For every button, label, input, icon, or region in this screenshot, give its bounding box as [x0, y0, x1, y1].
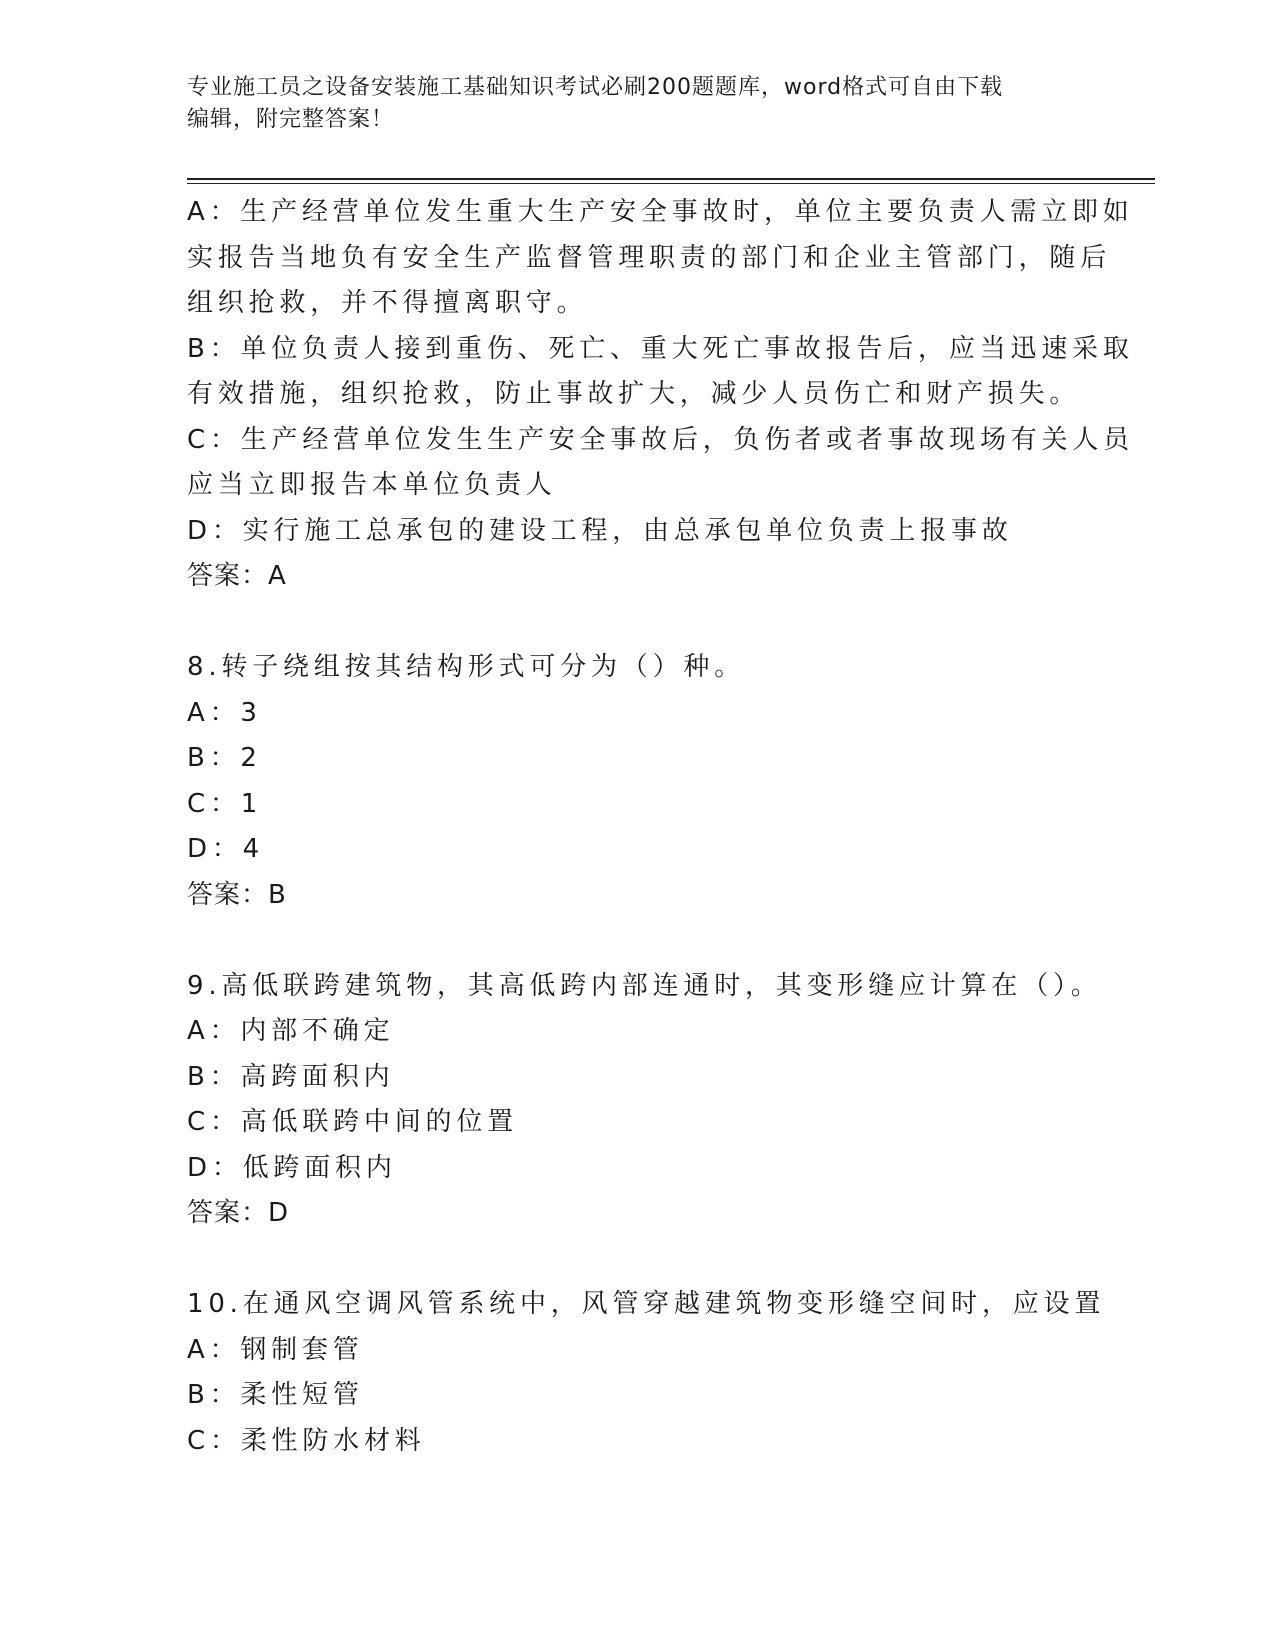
q10-question: 10.在通风空调风管系统中，风管穿越建筑物变形缝空间时，应设置: [187, 1289, 1106, 1319]
spacer: [187, 1237, 1087, 1283]
q9-option-a: A：内部不确定: [187, 1016, 395, 1046]
q8-option-d: D：4: [187, 834, 264, 864]
question-8: [187, 645, 1087, 918]
q10-option-b: B：柔性短管: [187, 1380, 364, 1410]
q7-option-b-line-2: 有效措施，组织抢救，防止事故扩大，减少人员伤亡和财产损失。: [187, 379, 1081, 409]
q8-option-b: B：2: [187, 743, 262, 773]
header-divider-thin: [187, 183, 1155, 184]
header-divider-thick: [187, 178, 1155, 180]
question-content: [187, 190, 1134, 1464]
q9-option-d: D：低跨面积内: [187, 1152, 397, 1183]
q7-option-c-line-2: 应当立即报告本单位负责人: [187, 470, 557, 500]
q10-option-c: C：柔性防水材料: [187, 1425, 426, 1456]
q9-option-c: C：高低联跨中间的位置: [187, 1107, 518, 1137]
q7-option-a-line-3: 组织抢救，并不得擅离职守。: [187, 288, 588, 318]
spacer: [187, 600, 1087, 646]
q9-option-b: B：高跨面积内: [187, 1061, 395, 1092]
q9-question: 9.高低联跨建筑物，其高低跨内部连通时，其变形缝应计算在（）。: [187, 970, 1102, 1001]
question-10: [187, 1282, 1106, 1464]
q7-option-a-line-1: A：生产经营单位发生重大生产安全事故时，单位主要负责人需立即如: [187, 197, 1134, 227]
q8-option-a: A：3: [187, 697, 262, 728]
question-7: [187, 190, 1134, 600]
header-line-2: 编辑，附完整答案！: [187, 107, 395, 132]
q7-option-c-line-1: C：生产经营单位发生生产安全事故后，负伤者或者事故现场有关人员: [187, 424, 1134, 455]
q8-question: 8.转子绕组按其结构形式可分为（）种。: [187, 652, 746, 682]
q8-answer: 答案：B: [187, 879, 287, 910]
q8-option-c: C：1: [187, 788, 263, 819]
q7-option-b-line-1: B：单位负责人接到重伤、死亡、重大死亡事故报告后，应当迅速采取: [187, 333, 1134, 364]
q9-answer: 答案：D: [187, 1198, 290, 1228]
q7-option-d: D：实行施工总承包的建设工程，由总承包单位负责上报事故: [187, 515, 1013, 546]
question-9: [187, 964, 1102, 1237]
document-header: [187, 72, 1087, 136]
q10-option-a: A：钢制套管: [187, 1334, 364, 1365]
q7-option-a-line-2: 实报告当地负有安全生产监督管理职责的部门和企业主管部门，随后: [187, 242, 1112, 273]
header-line-1: 专业施工员之设备安装施工基础知识考试必刷200题题库，word格式可自由下载: [187, 75, 1004, 100]
spacer: [187, 918, 1087, 964]
q7-answer: 答案：A: [187, 561, 287, 591]
